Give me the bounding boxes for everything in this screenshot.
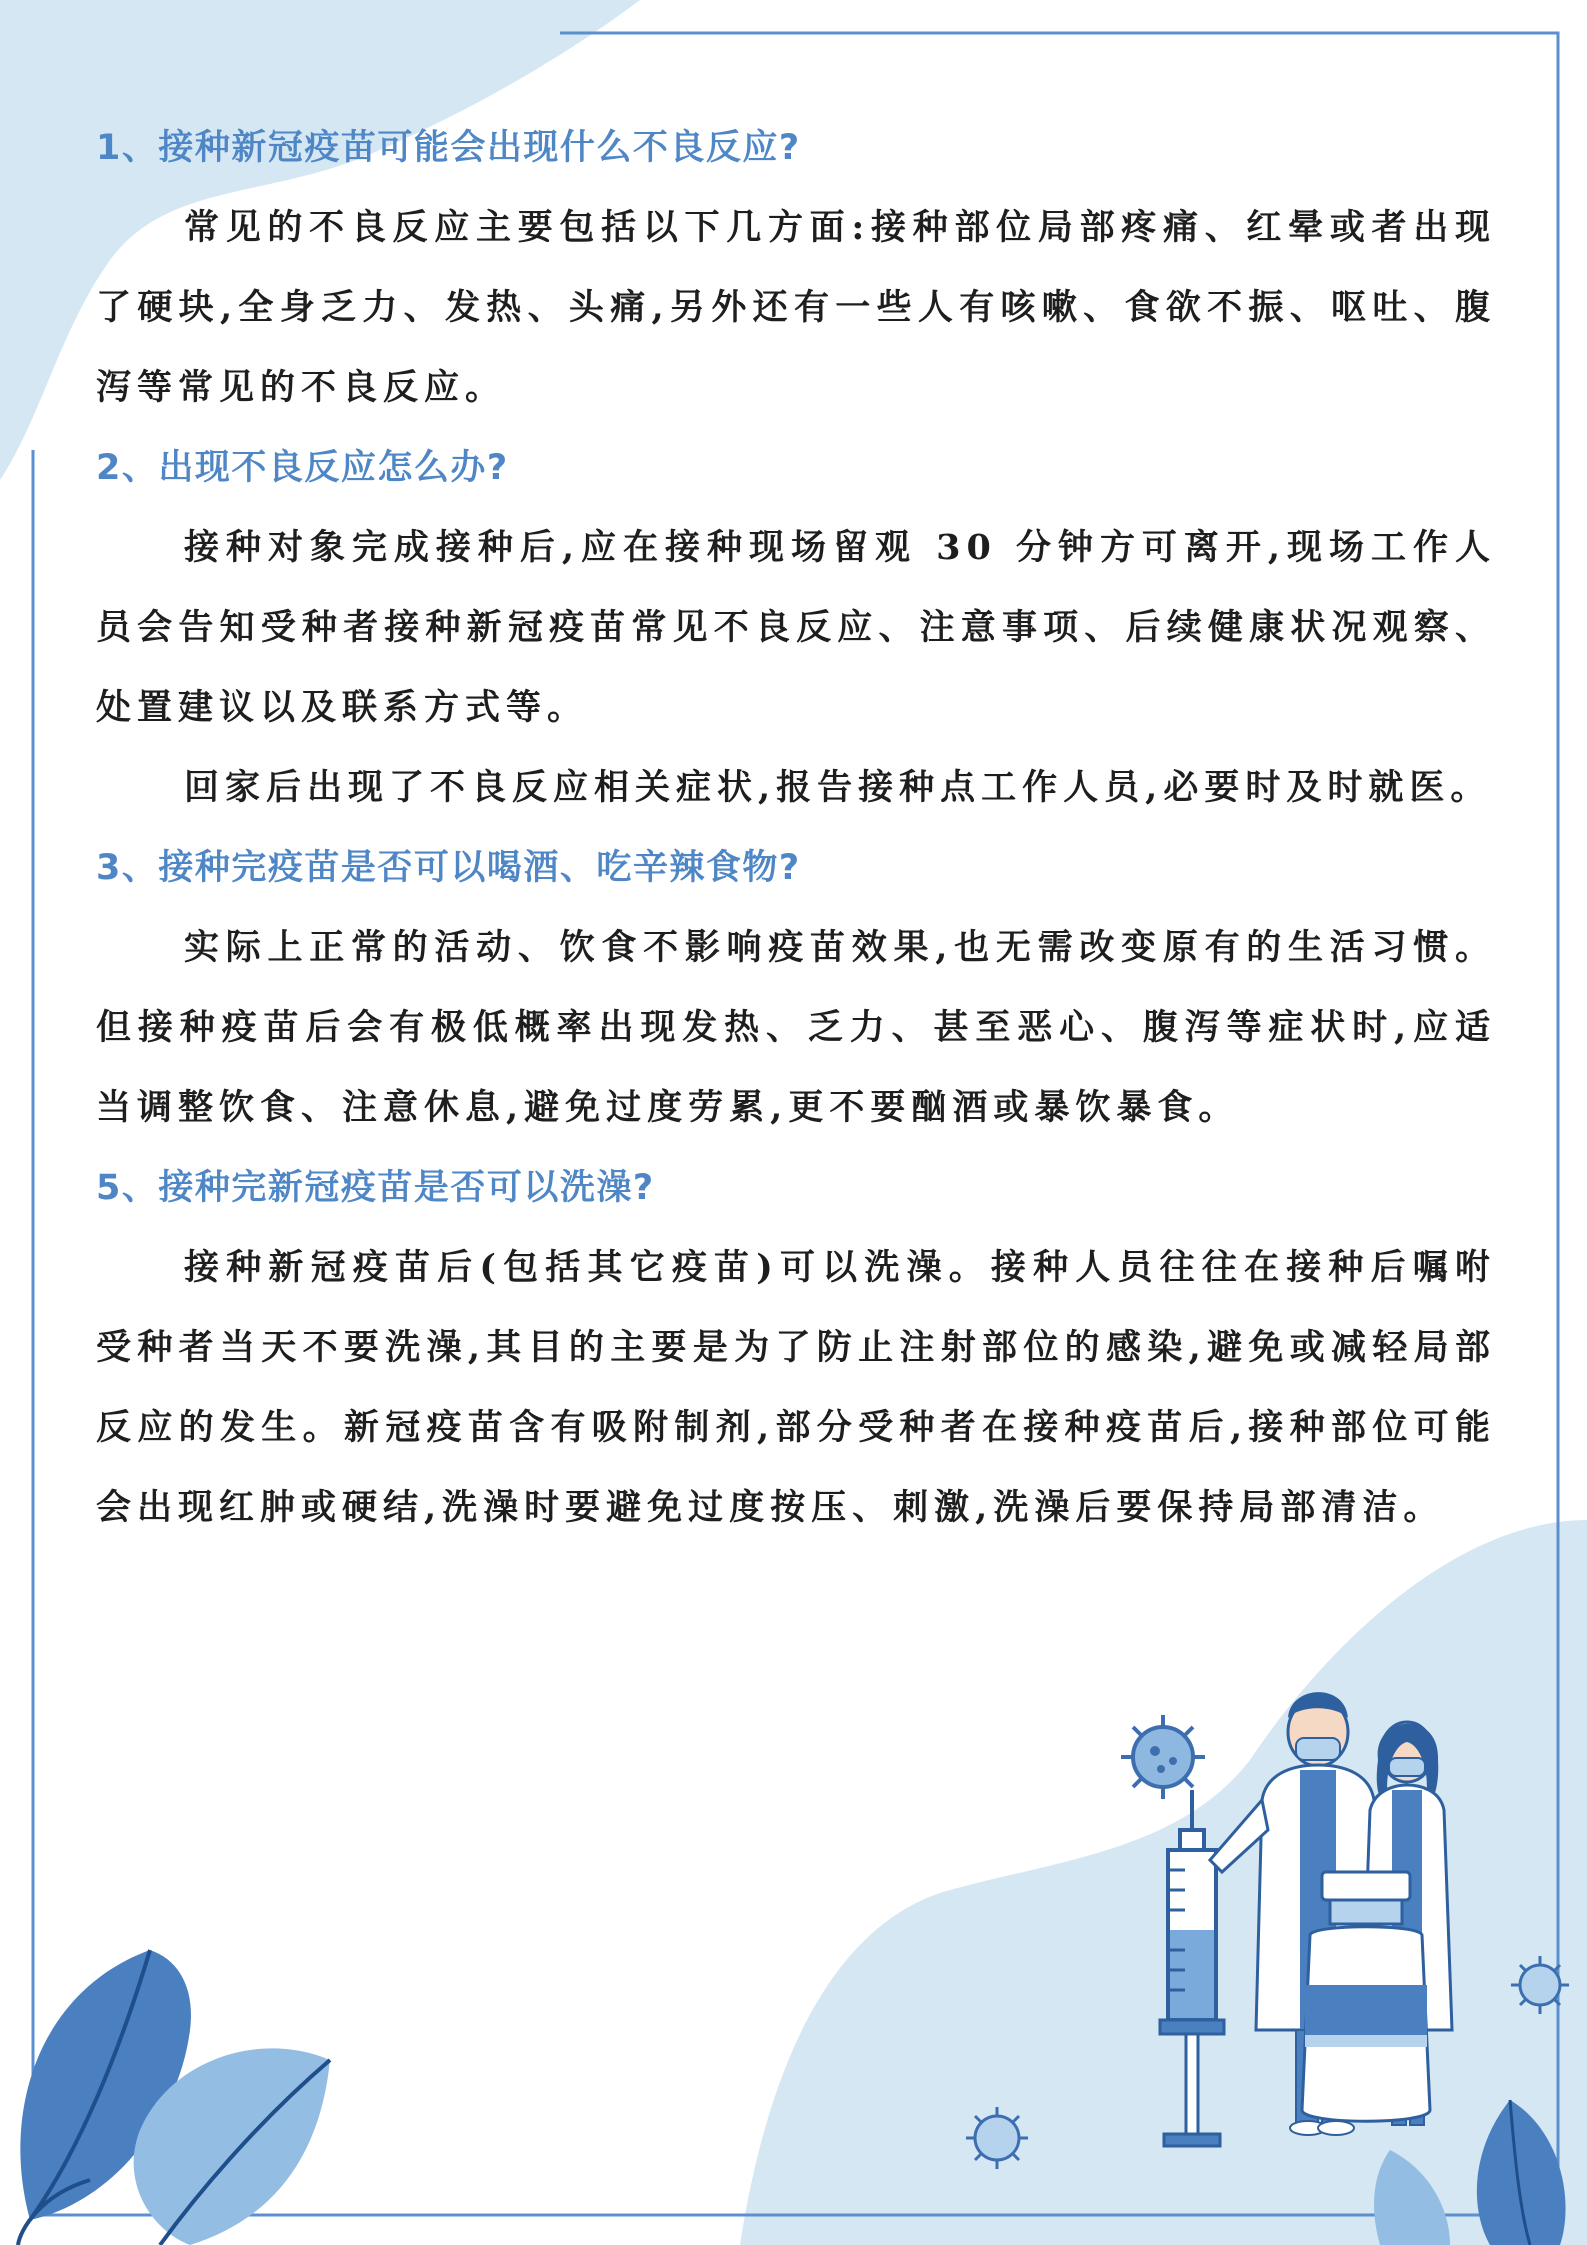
section-2 <box>96 428 1496 828</box>
answer-paragraph: 实际上正常的活动、饮食不影响疫苗效果,也无需改变原有的生活习惯。但接种疫苗后会有极低概率出现发热、乏力、甚至恶心、腹泻等症状时,应适当调整饮食、注意休息,避免过度劳累,更不要酗酒或暴饮暴食。 <box>96 927 1496 1128</box>
answer-paragraph: 接种新冠疫苗后(包括其它疫苗)可以洗澡。接种人员往往在接种后嘱咐受种者当天不要洗澡,其目的主要是为了防止注射部位的感染,避免或减轻局部反应的发生。新冠疫苗含有吸附制剂,部分受种者在接种疫苗后,接种部位可能会出现红肿或硬结,洗澡时要避免过度按压、刺激,洗澡后要保持局部清洁。 <box>96 1247 1496 1528</box>
answer-paragraph: 接种对象完成接种后,应在接种现场留观 30 分钟方可离开,现场工作人员会告知受种者接种新冠疫苗常见不良反应、注意事项、后续健康状况观察、处置建议以及联系方式等。 <box>96 527 1496 728</box>
answer-paragraph: 常见的不良反应主要包括以下几方面:接种部位局部疼痛、红晕或者出现了硬块,全身乏力、发热、头痛,另外还有一些人有咳嗽、食欲不振、呕吐、腹泻等常见的不良反应。 <box>96 207 1496 408</box>
section-3 <box>96 828 1496 1148</box>
question-heading: 2、出现不良反应怎么办? <box>96 448 509 488</box>
virus-icon <box>966 2107 1028 2169</box>
leaf-decoration <box>18 1950 330 2245</box>
question-heading: 5、接种完新冠疫苗是否可以洗澡? <box>96 1168 655 1208</box>
section-1 <box>96 108 1496 428</box>
answer-paragraph: 回家后出现了不良反应相关症状,报告接种点工作人员,必要时及时就医。 <box>184 767 1492 808</box>
question-heading: 3、接种完疫苗是否可以喝酒、吃辛辣食物? <box>96 848 801 888</box>
virus-icon <box>1121 1715 1205 1799</box>
question-heading: 1、接种新冠疫苗可能会出现什么不良反应? <box>96 128 801 168</box>
section-5 <box>96 1148 1496 1548</box>
article-body <box>96 108 1496 1548</box>
